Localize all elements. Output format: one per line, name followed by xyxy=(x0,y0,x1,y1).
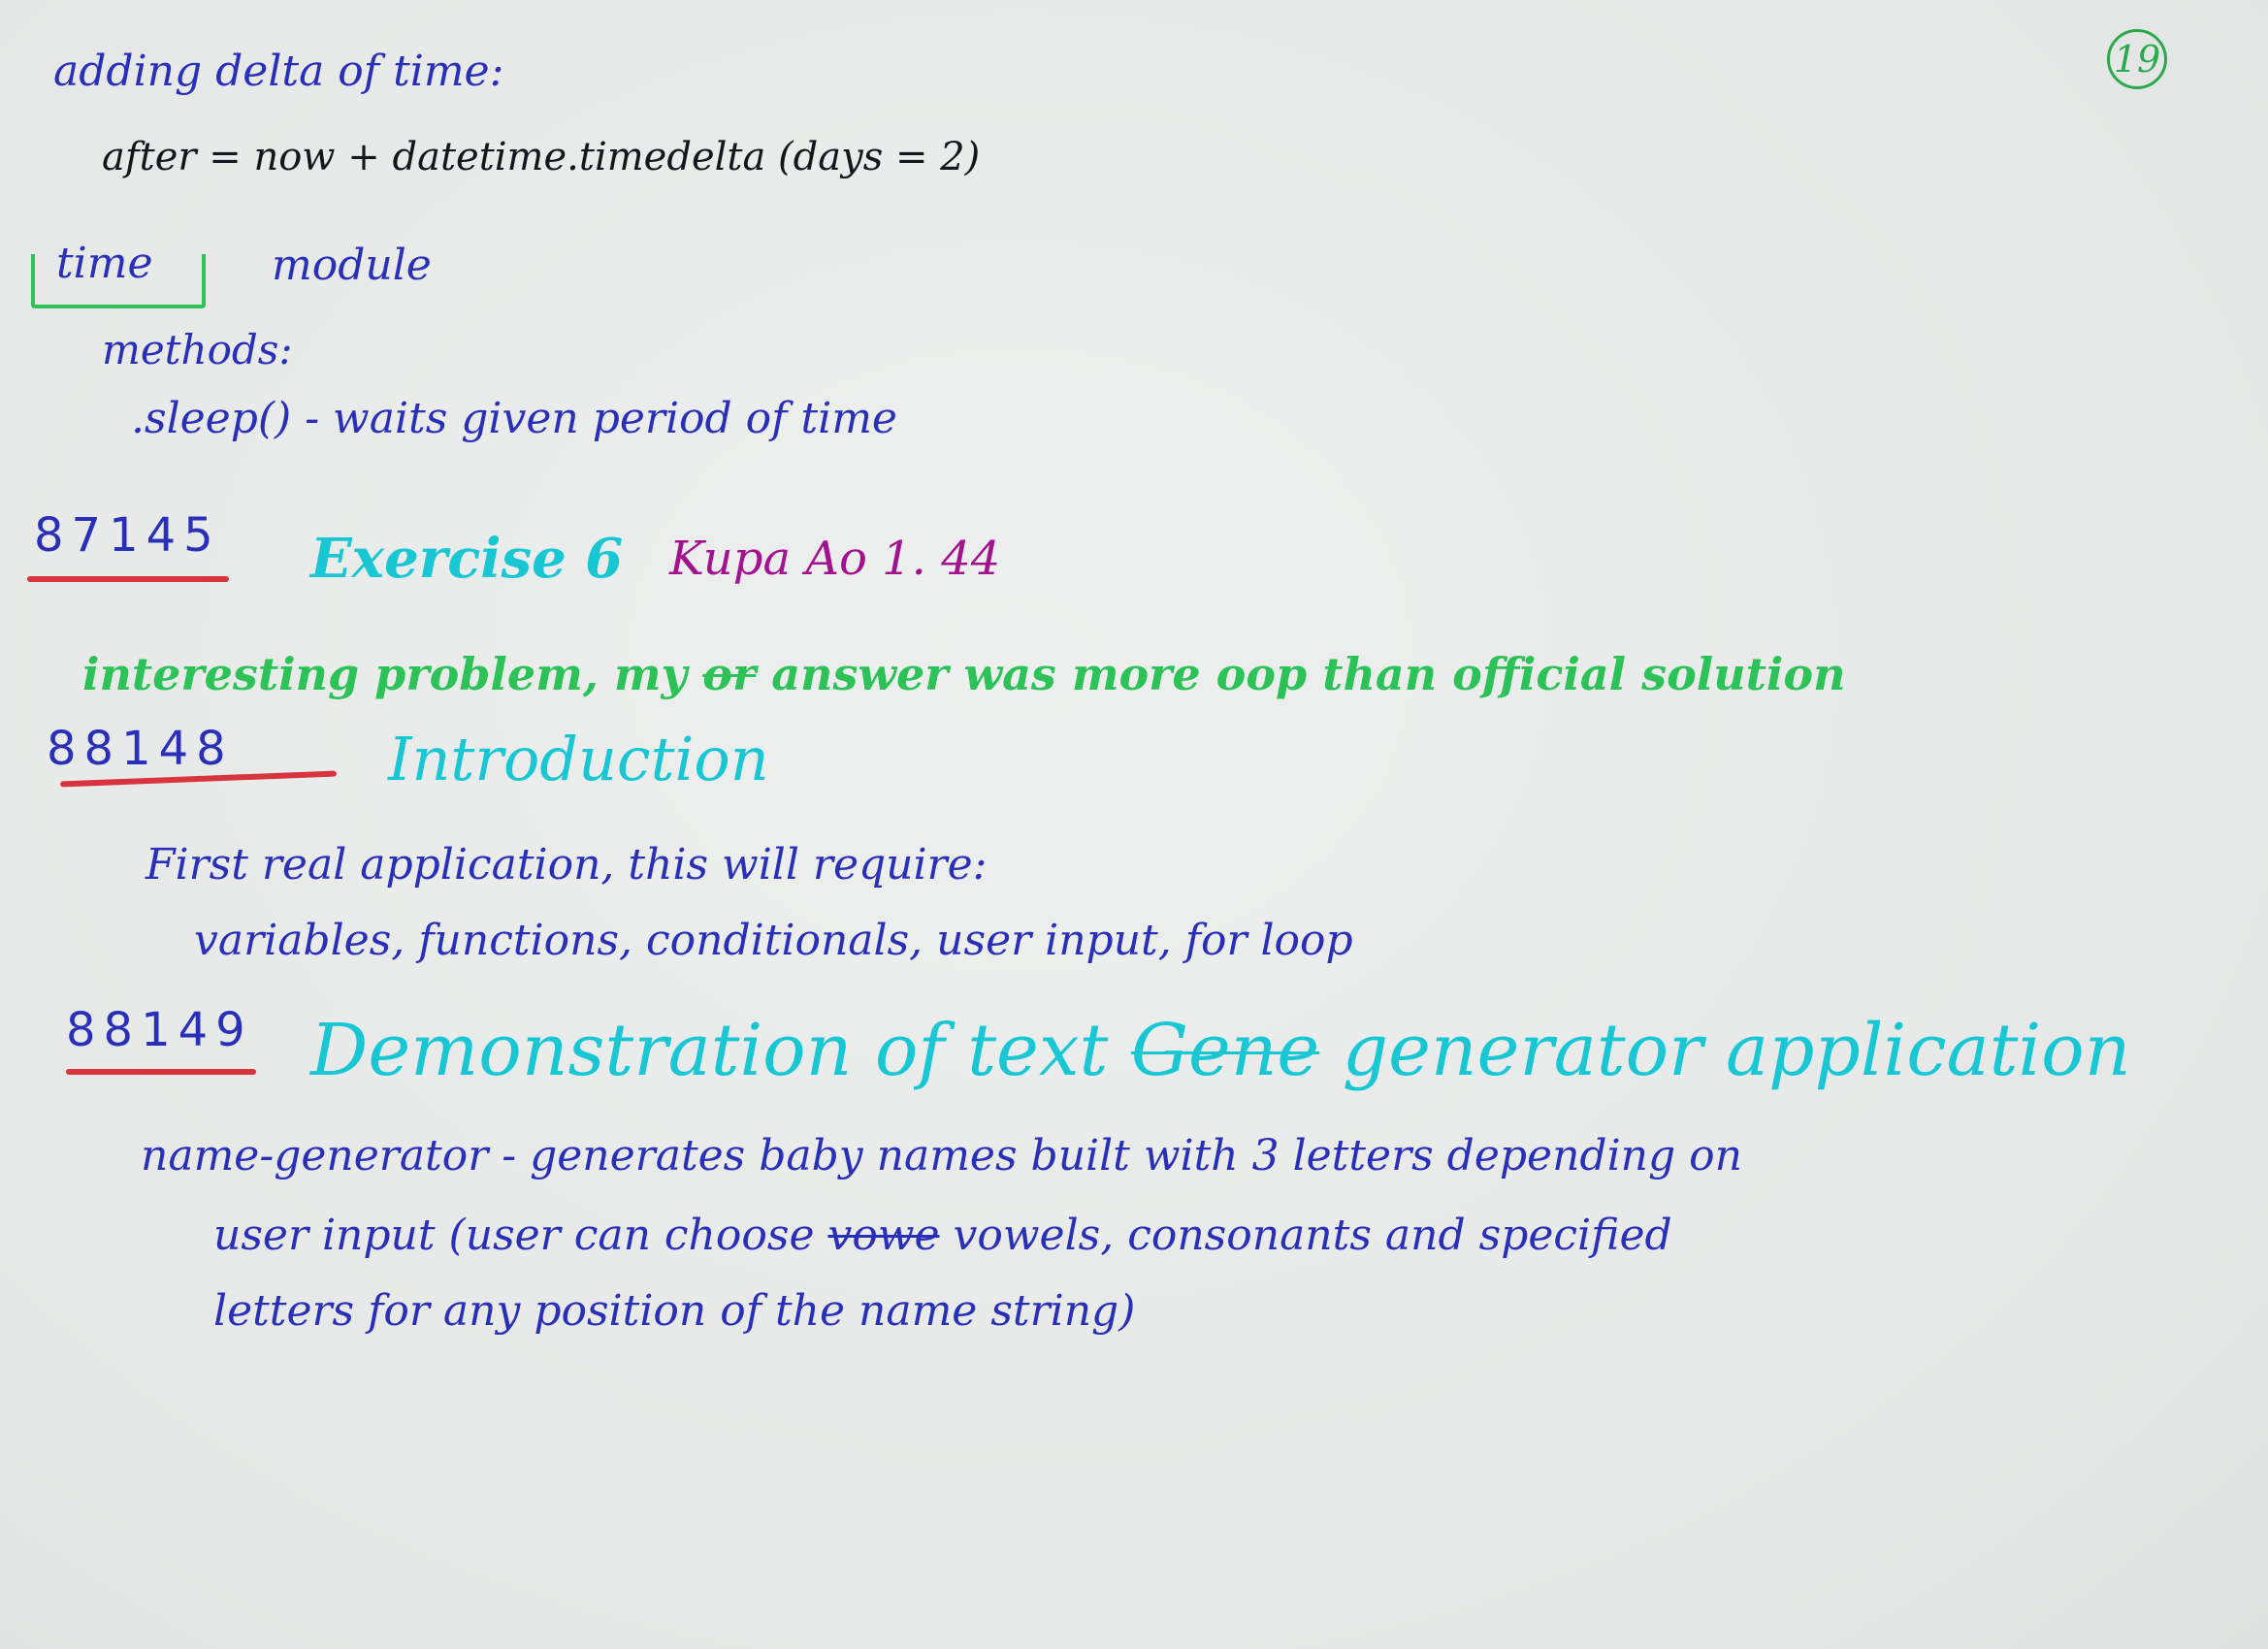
body-text-end: vowels, consonants and specified xyxy=(939,1211,1672,1260)
section-number: 88148 xyxy=(47,722,234,776)
comment-text-end: answer was more oop than official solution xyxy=(756,648,1846,700)
comment-struck-word: or xyxy=(702,648,757,700)
after-code-line: after = now + datetime.timedelta (days = 2) xyxy=(102,135,981,179)
section-title xyxy=(310,1009,2131,1092)
sleep-line: .sleep() - waits given period of time xyxy=(131,394,897,443)
section-body-line: letters for any position of the name string) xyxy=(213,1286,1136,1336)
time-label: time xyxy=(56,239,153,288)
section-title: Exercise 6 xyxy=(310,527,624,591)
page-number: 19 xyxy=(2107,29,2167,89)
body-text-start: user input (user can choose xyxy=(213,1211,828,1260)
comment-text-start: interesting problem, my xyxy=(82,648,703,700)
section-title: Introduction xyxy=(388,724,769,794)
section-body-line xyxy=(213,1211,1672,1260)
section-underline xyxy=(27,576,229,582)
section-body-line: variables, functions, conditionals, user input, for loop xyxy=(194,916,1353,965)
body-struck-word: vowe xyxy=(827,1211,940,1260)
section-comment xyxy=(82,648,1846,700)
methods-label: methods: xyxy=(102,326,293,373)
adding-delta-heading: adding delta of time: xyxy=(53,47,504,96)
section-number: 87145 xyxy=(34,508,221,563)
title-text-end: generator application xyxy=(1319,1009,2131,1092)
time-box-outline xyxy=(31,254,206,308)
section-note: Kupa Ao 1. 44 xyxy=(669,532,1001,586)
section-number: 88149 xyxy=(66,1003,253,1057)
title-text-start: Demonstration of text xyxy=(310,1009,1131,1092)
section-underline xyxy=(66,1069,256,1075)
section-body-line: name-generator - generates baby names built with 3 letters depending on xyxy=(141,1131,1742,1180)
section-body-line: First real application, this will require: xyxy=(146,840,988,889)
module-label: module xyxy=(272,241,432,290)
title-struck-word: Gene xyxy=(1130,1009,1320,1092)
